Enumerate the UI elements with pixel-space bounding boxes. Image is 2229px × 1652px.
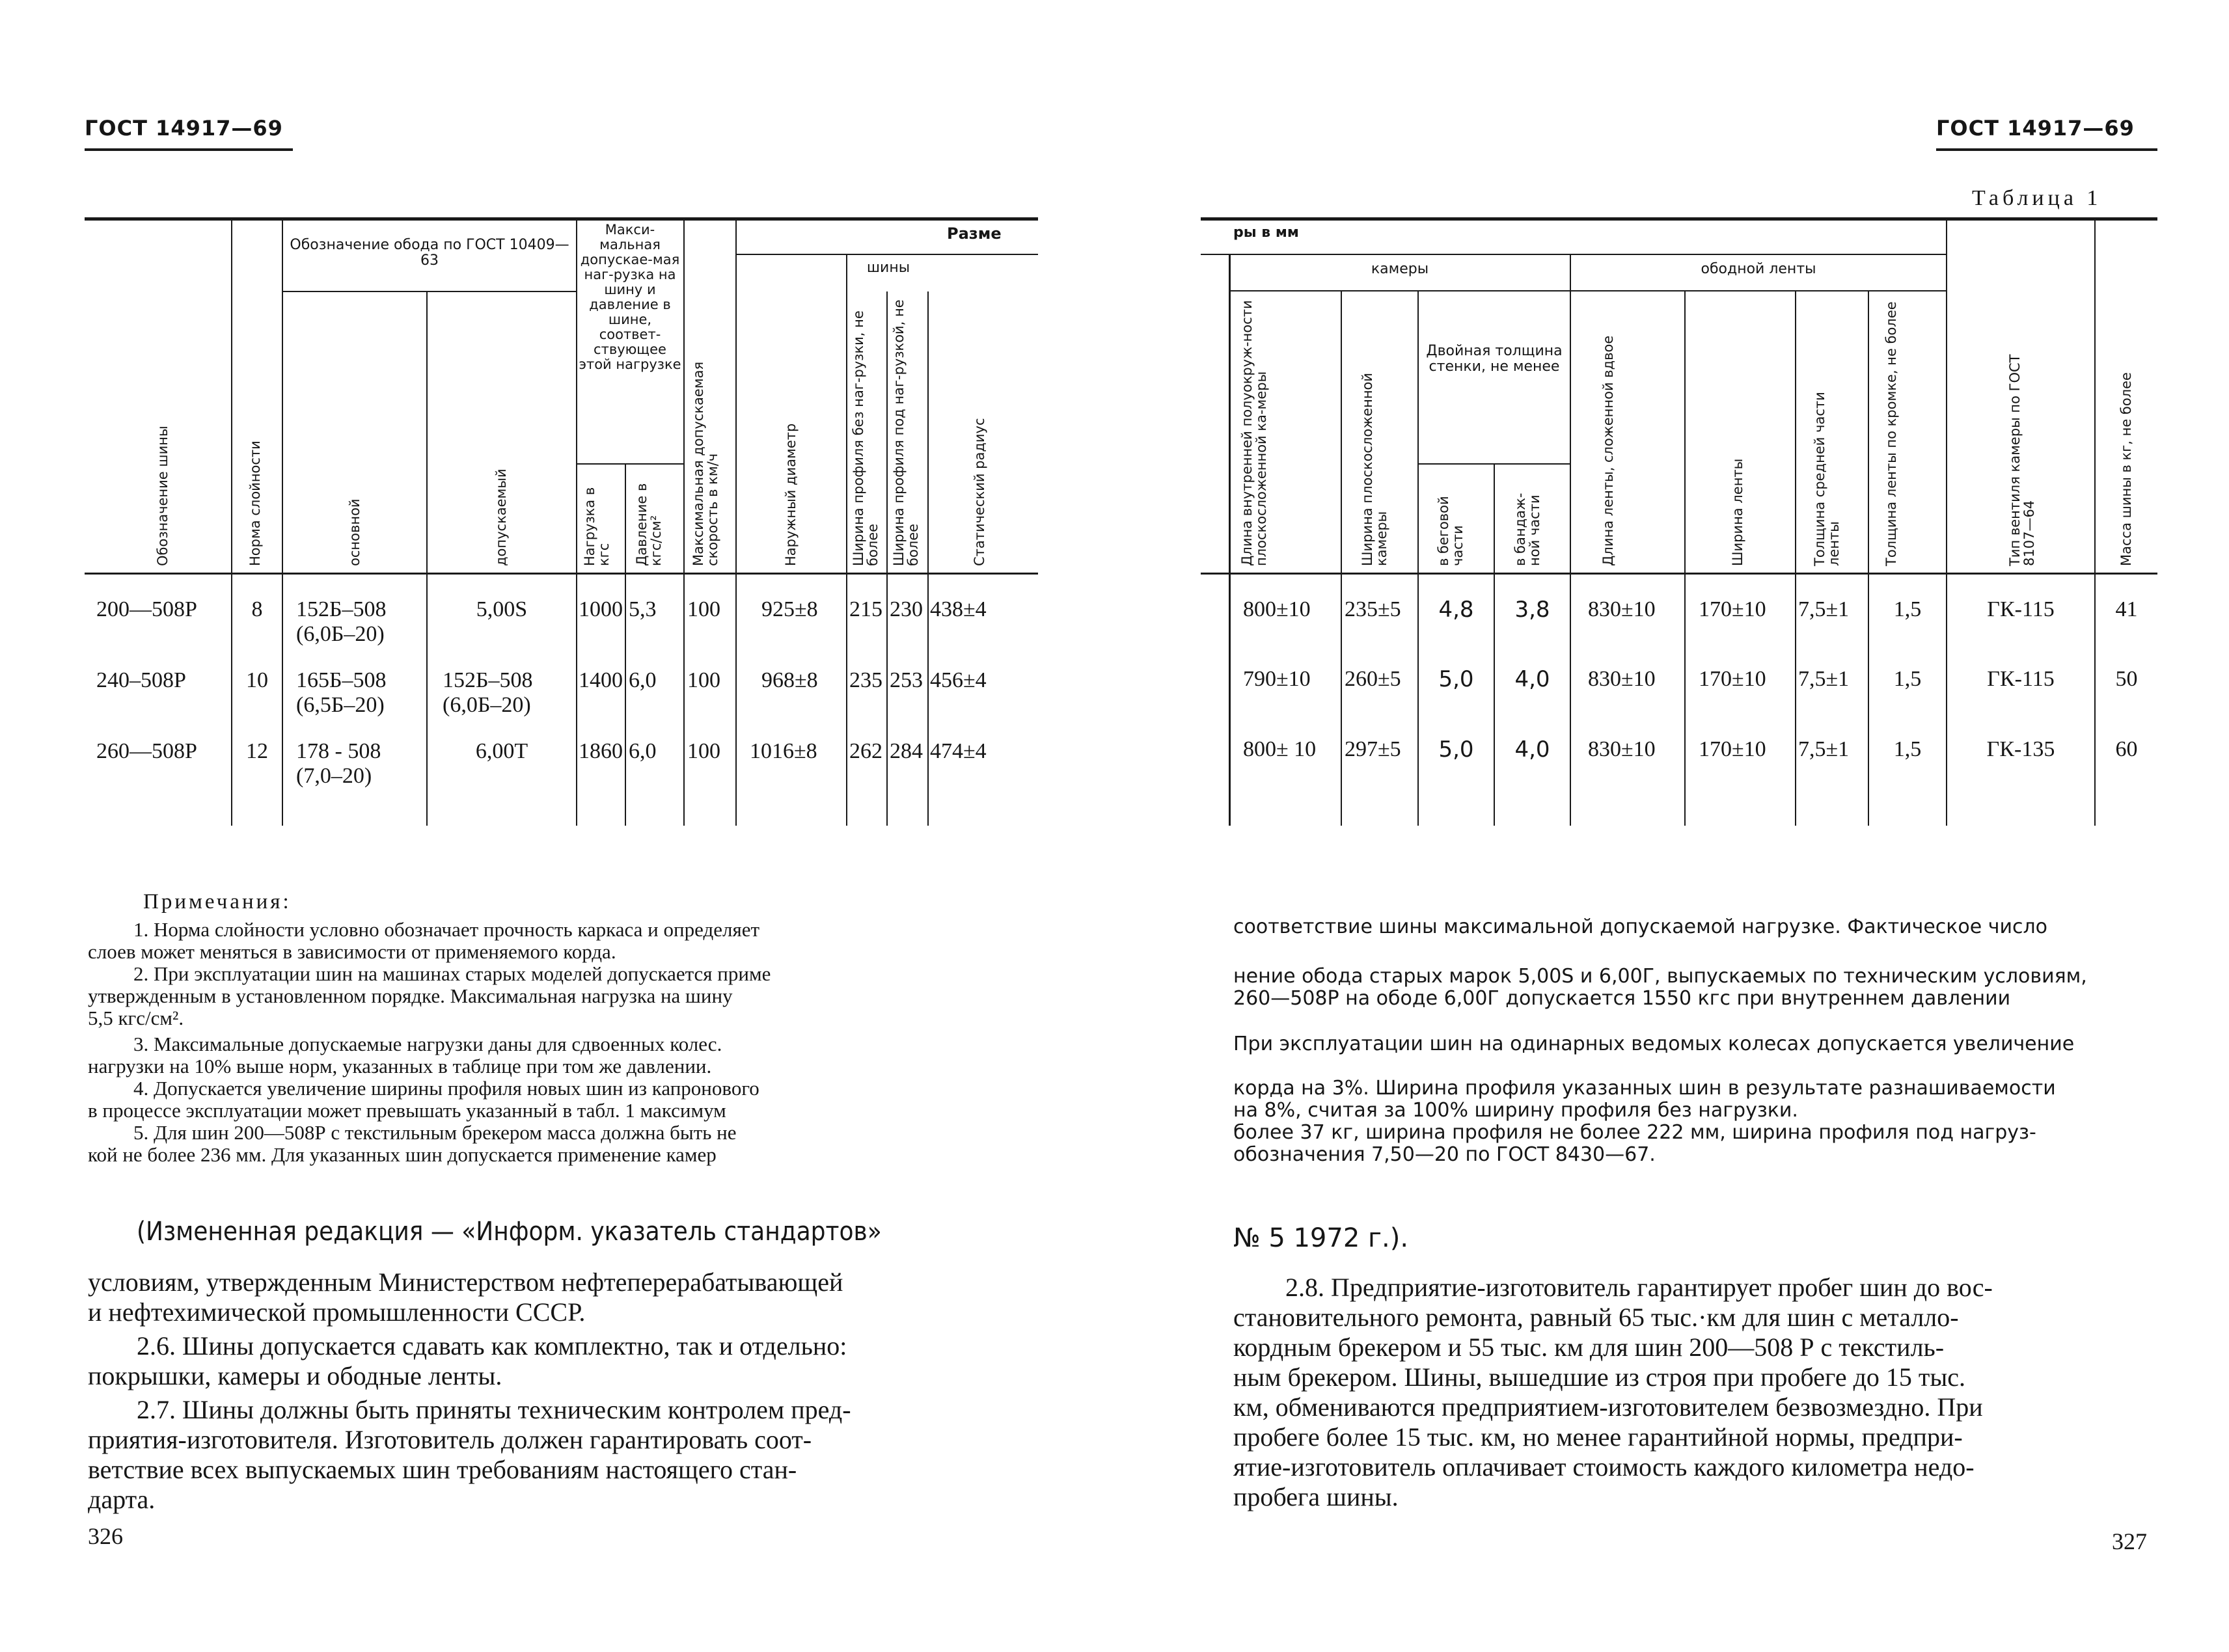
cell-pressure: 5,3	[629, 597, 657, 621]
cell-ply: 8	[251, 597, 263, 621]
col-profile-width: Ширина профиля без наг-рузки, не более	[851, 310, 881, 566]
col-static-radius: Статический радиус	[972, 418, 987, 566]
cell-width: 235	[849, 668, 882, 692]
cell-mass: 41	[2115, 597, 2138, 621]
cell-speed: 100	[687, 597, 720, 621]
note-line: 4. Допускается увеличение ширины профиля новых шин из капронового	[133, 1077, 759, 1100]
vline	[927, 291, 929, 826]
cell-flap-length: 830±10	[1588, 737, 1656, 761]
vline	[1946, 221, 1947, 826]
cell-load: 1400	[579, 668, 623, 692]
cell-flat-width: 235±5	[1345, 597, 1401, 621]
cell-width-loaded: 284	[890, 739, 923, 763]
col-load: Нагрузка в кгс	[582, 487, 612, 566]
cell-rim-main: 178 - 508	[296, 739, 381, 763]
notes-title: Примечания:	[143, 890, 292, 914]
col-rim-main: основной	[347, 498, 362, 566]
right-header-rule	[1936, 148, 2157, 151]
cell-flap-length: 830±10	[1588, 597, 1656, 621]
cell-flap-width: 170±10	[1699, 737, 1766, 761]
vline	[846, 255, 847, 826]
body-line: ным брекером. Шины, вышедшие из строя при пробеге до 15 тыс.	[1233, 1362, 1966, 1392]
cell-rim-allowed: 6,00Т	[475, 739, 528, 763]
rim-rule	[283, 291, 576, 292]
col-profile-width-loaded: Ширина профиля под наг-рузкой, не более	[891, 299, 921, 566]
note-line: 3. Максимальные допускаемые нагрузки даны для сдвоенных колес.	[133, 1033, 722, 1055]
cell-tread: 5,0	[1438, 737, 1474, 763]
vline	[1684, 291, 1686, 826]
cell-speed: 100	[687, 668, 720, 692]
cell-width-loaded: 230	[890, 597, 923, 621]
group-rule	[1230, 290, 1946, 291]
cell-tread: 4,8	[1438, 597, 1474, 623]
note-line: 5. Для шин 200—508Р с текстильным брекером масса должна быть не	[133, 1121, 737, 1144]
cell-valve: ГК-115	[1987, 667, 2055, 691]
cell-radius: 438±4	[930, 597, 987, 621]
cell-mass: 50	[2115, 667, 2138, 691]
note-line: утвержденным в установленном порядке. Максимальная нагрузка на шину	[88, 984, 733, 1007]
cell-width: 215	[849, 597, 882, 621]
table-top-rule	[85, 217, 1038, 221]
note-line: обозначения 7,50—20 по ГОСТ 8430—67.	[1233, 1143, 1656, 1166]
vline	[282, 221, 283, 826]
col-tube-flat-width: Ширина плоскосложенной камеры	[1360, 372, 1389, 566]
col-rim-group: Обозначение обода по ГОСТ 10409—63	[290, 237, 569, 269]
note-line: соответствие шины максимальной допускаемой нагрузке. Фактическое число	[1233, 915, 2048, 938]
cell-bead: 4,0	[1514, 666, 1550, 692]
cell-radius: 456±4	[930, 668, 987, 692]
cell-diameter: 968±8	[761, 668, 818, 692]
col-dimensions-group: Разме	[947, 224, 1002, 243]
col-tires-group: шины	[866, 260, 910, 276]
cell-width-loaded: 253	[890, 668, 923, 692]
vline	[683, 221, 685, 826]
body-line: условиям, утвержденным Министерством нефтеперерабатывающей	[88, 1267, 843, 1297]
body-line: покрышки, камеры и ободные ленты.	[88, 1361, 502, 1390]
note-line: кой не более 236 мм. Для указанных шин допускается применение камер	[88, 1143, 717, 1166]
body-line: ветствие всех выпускаемых шин требованиям настоящего стан-	[88, 1455, 797, 1484]
right-header: ГОСТ 14917—69	[1936, 116, 2135, 141]
left-header-rule	[85, 148, 293, 151]
col-tire-designation: Обозначение шины	[155, 426, 171, 566]
cell-radius: 474±4	[930, 739, 987, 763]
table-header-rule	[85, 573, 1038, 575]
cell-bead: 4,0	[1514, 737, 1550, 763]
vline	[2094, 221, 2096, 826]
dims-rule	[1201, 254, 1946, 255]
col-rim-allowed: допускаемый	[493, 468, 509, 566]
note-line: 1. Норма слойности условно обозначает прочность каркаса и определяет	[133, 918, 760, 941]
col-tube-inner-length: Длина внутренней полуокруж-ности плоскосложенной ка-меры	[1239, 300, 1269, 566]
cell-valve: ГК-115	[1987, 597, 2055, 621]
cell-width: 262	[849, 739, 882, 763]
cell-flap-length: 830±10	[1588, 667, 1656, 691]
cell-tire: 200—508Р	[96, 597, 197, 621]
cell-flap-edge: 1,5	[1893, 667, 1922, 691]
cell-pressure: 6,0	[629, 668, 657, 692]
body-line: ятие-изготовитель оплачивает стоимость каждого километра недо-	[1233, 1452, 1975, 1482]
note-line: более 37 кг, ширина профиля не более 222 мм, ширина профиля под нагруз-	[1233, 1121, 2036, 1144]
col-flap-group: ободной ленты	[1701, 261, 1816, 277]
col-valve: Тип вентиля камеры по ГОСТ 8107—64	[2007, 354, 2037, 566]
note-line: на 8%, считая за 100% ширину профиля без нагрузки.	[1233, 1099, 1798, 1122]
body-line: км, обмениваются предприятием-изготовителем безвозмездно. При	[1233, 1392, 1983, 1422]
note-line: 5,5 кгс/см².	[88, 1007, 184, 1029]
cell-pressure: 6,0	[629, 739, 657, 763]
table-header-rule	[1201, 573, 2157, 575]
col-flap-mid: Толщина средней части ленты	[1812, 392, 1842, 566]
cell-flap-width: 170±10	[1699, 667, 1766, 691]
body-line: 2.6. Шины допускается сдавать как комплектно, так и отдельно:	[137, 1331, 847, 1361]
cell-rim-main-alt: (7,0–20)	[296, 764, 372, 788]
col-pressure: Давление в кгс/см²	[634, 483, 664, 566]
cell-valve: ГК-135	[1986, 737, 2055, 761]
load-rule	[576, 463, 683, 465]
left-header: ГОСТ 14917—69	[85, 116, 283, 141]
body-line: 2.7. Шины должны быть приняты техническим контролем пред-	[137, 1395, 851, 1424]
cell-flap-mid: 7,5±1	[1798, 737, 1850, 761]
cell-bead: 3,8	[1514, 597, 1550, 623]
vline	[1570, 255, 1571, 826]
vline	[1341, 291, 1342, 826]
cell-rim-main-alt: (6,5Б–20)	[296, 693, 385, 717]
note-line: в процессе эксплуатации может превышать указанный в табл. 1 максимум	[88, 1099, 726, 1122]
col-flap-length: Длина ленты, сложенной вдвое	[1600, 335, 1616, 566]
cell-flat-width: 260±5	[1345, 667, 1401, 691]
col-mass: Масса шины в кг, не более	[2118, 372, 2134, 566]
vline	[886, 291, 888, 826]
col-max-speed: Максимальная допускаемая скорость в км/ч	[691, 361, 720, 566]
cell-rim-allowed: 5,00S	[476, 597, 528, 621]
amendment-note: (Измененная редакция — «Информ. указатель стандартов»	[137, 1217, 882, 1247]
vline	[1795, 291, 1796, 826]
cell-ply: 12	[246, 739, 268, 763]
note-line: При эксплуатации шин на одинарных ведомых колесах допускается увеличение	[1233, 1033, 2075, 1055]
cell-diameter: 1016±8	[750, 739, 817, 763]
cell-mass: 60	[2115, 737, 2138, 761]
col-flap-edge: Толщина ленты по кромке, не более	[1883, 301, 1899, 566]
body-line: пробеге более 15 тыс. км, но менее гарантийной нормы, предпри-	[1233, 1422, 1963, 1452]
cell-tire: 260—508Р	[96, 739, 197, 763]
cell-load: 1860	[579, 739, 623, 763]
amendment-note: № 5 1972 г.).	[1233, 1223, 1409, 1253]
cell-flap-edge: 1,5	[1893, 737, 1922, 761]
col-ply-rating: Норма слойности	[247, 440, 263, 566]
body-line: приятия-изготовителя. Изготовитель должен гарантировать соот-	[88, 1425, 812, 1454]
col-flap-width: Ширина ленты	[1730, 458, 1745, 566]
col-double-wall: Двойная толщина стенки, не менее	[1426, 343, 1563, 375]
note-line: 260—508Р на ободе 6,00Г допускается 1550 кгс при внутреннем давлении	[1233, 987, 2011, 1010]
cell-flap-width: 170±10	[1699, 597, 1766, 621]
cell-flat-width: 297±5	[1345, 737, 1401, 761]
cell-inner-length: 800± 10	[1243, 737, 1317, 761]
vline	[735, 221, 737, 826]
note-line: корда на 3%. Ширина профиля указанных шин в результате разнашиваемости	[1233, 1077, 2056, 1100]
body-line: дарта.	[88, 1485, 156, 1514]
vline	[1229, 255, 1231, 826]
note-line: нение обода старых марок 5,00S и 6,00Г, выпускаемых по техническим условиям,	[1233, 965, 2087, 988]
cell-load: 1000	[579, 597, 623, 621]
vline	[231, 221, 232, 826]
cell-inner-length: 800±10	[1243, 597, 1311, 621]
vline	[1494, 465, 1495, 826]
cell-flap-edge: 1,5	[1893, 597, 1922, 621]
col-outer-diameter: Наружный диаметр	[783, 423, 799, 566]
page-number: 327	[2112, 1528, 2147, 1554]
body-line: пробега шины.	[1233, 1482, 1399, 1511]
cell-flap-mid: 7,5±1	[1798, 667, 1850, 691]
cell-rim-main: 165Б–508	[296, 668, 387, 692]
cell-diameter: 925±8	[761, 597, 818, 621]
body-line: и нефтехимической промышленности СССР.	[88, 1297, 586, 1327]
cell-rim-main: 152Б–508	[296, 597, 387, 621]
body-line: кордным брекером и 55 тыс. км для шин 200—508 Р с текстиль-	[1233, 1333, 1945, 1362]
note-line: слоев может меняться в зависимости от применяемого корда.	[88, 940, 616, 963]
col-dims-cont: ры в мм	[1233, 224, 1299, 241]
body-line: становительного ремонта, равный 65 тыс.·км для шин с металло-	[1233, 1303, 1959, 1332]
cell-rim-allowed: 152Б–508	[443, 668, 533, 692]
cell-flap-mid: 7,5±1	[1798, 597, 1850, 621]
dims-rule	[735, 254, 1038, 255]
col-tubes-group: камеры	[1371, 261, 1429, 277]
cell-rim-allowed-alt: (6,0Б–20)	[443, 693, 531, 717]
col-in-bead: в бандаж-ной части	[1512, 493, 1542, 566]
cell-ply: 10	[246, 668, 268, 692]
cell-tire: 240–508Р	[96, 668, 186, 692]
table-top-rule	[1201, 217, 2157, 221]
cell-tread: 5,0	[1438, 666, 1474, 692]
col-in-tread: в беговой части	[1436, 496, 1466, 566]
cell-inner-length: 790±10	[1243, 667, 1311, 691]
cell-speed: 100	[687, 739, 720, 763]
cell-rim-main-alt: (6,0Б–20)	[296, 622, 385, 646]
note-line: 2. При эксплуатации шин на машинах старых моделей допускается приме	[133, 962, 771, 985]
vline	[625, 465, 626, 826]
table-title: Таблица 1	[1972, 186, 2102, 210]
page-number: 326	[88, 1523, 123, 1549]
body-line: 2.8. Предприятие-изготовитель гарантирует пробег шин до вос-	[1285, 1273, 1993, 1302]
col-max-load-group: Макси-мальная допускае-мая наг-рузка на шину и давление в шине, соответ-ствующее этой нагрузке	[579, 222, 681, 372]
note-line: нагрузки на 10% выше норм, указанных в таблице при том же давлении.	[88, 1055, 712, 1077]
vline	[576, 221, 577, 826]
